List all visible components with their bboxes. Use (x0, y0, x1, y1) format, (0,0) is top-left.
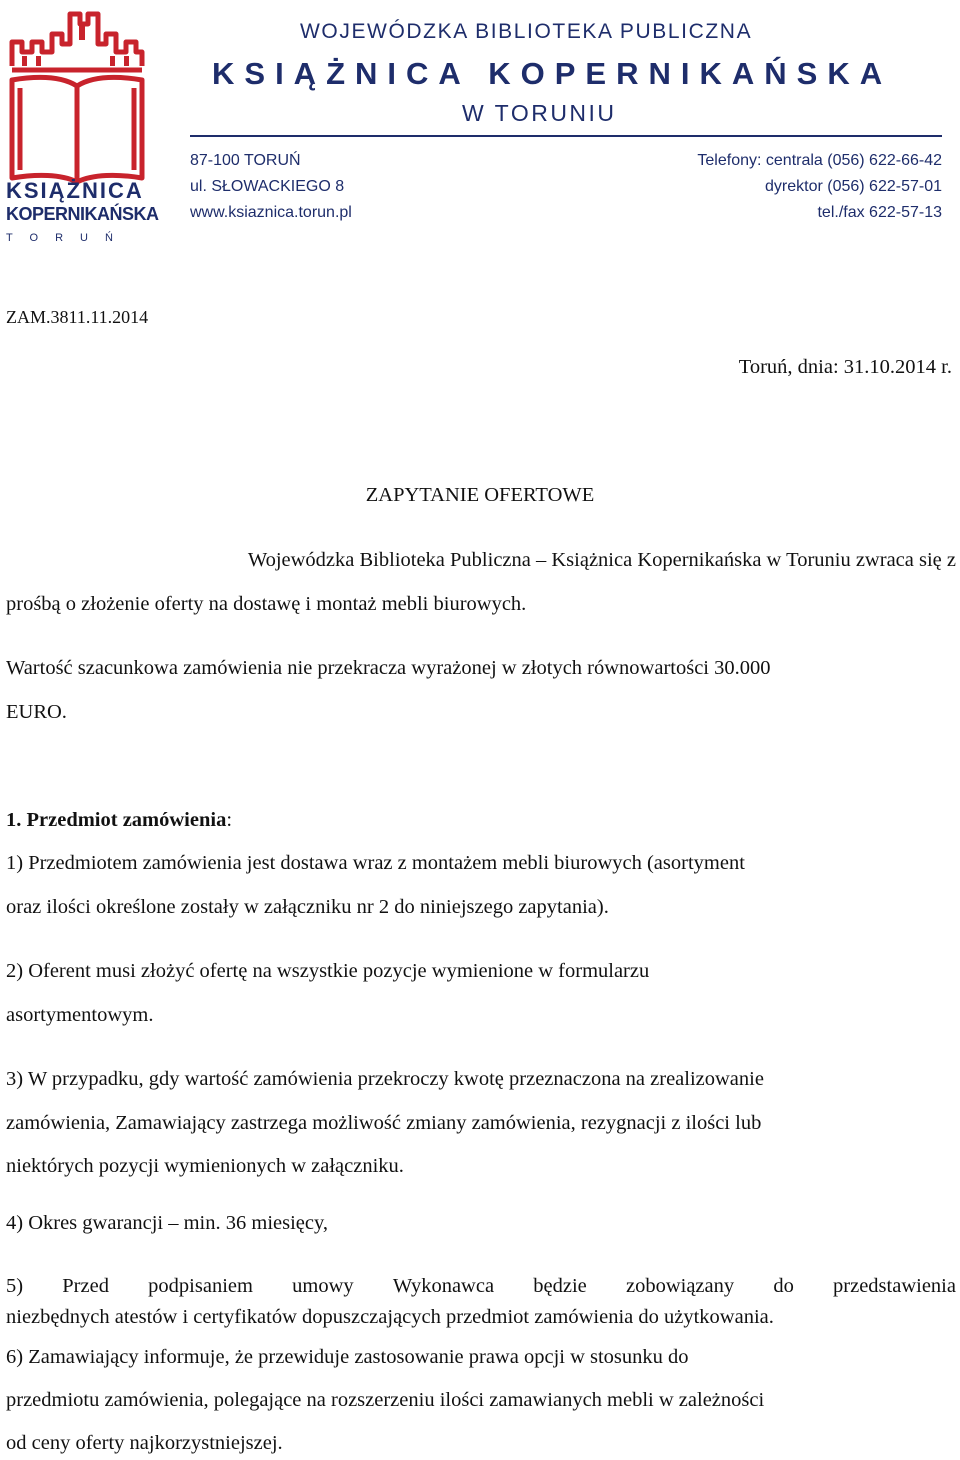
point6-line1: 6) Zamawiający informuje, że przewiduje zastosowanie prawa opcji w stosunku do (6, 1346, 689, 1368)
header-phones (697, 148, 942, 226)
point5-word: umowy (292, 1275, 354, 1297)
phone-director: dyrektor (056) 622-57-01 (765, 178, 942, 195)
point5-word: 5) (6, 1275, 24, 1297)
document-date: Toruń, dnia: 31.10.2014 r. (738, 356, 952, 378)
point2-line2: asortymentowym. (6, 1004, 154, 1026)
point5-word: Wykonawca (392, 1275, 495, 1297)
document-reference: ZAM.3811.11.2014 (6, 307, 149, 327)
phone-central: Telefony: centrala (056) 622-66-42 (697, 152, 942, 169)
logo-text-kopernikanska: KOPERNIKAŃSKA (6, 204, 159, 224)
point3-line3: niektórych pozycji wymienionych w załączniku. (6, 1155, 404, 1177)
address-postal: 87-100 TORUŃ (190, 152, 301, 169)
point5-line1 (6, 1272, 956, 1300)
value-line1: Wartość szacunkowa zamówienia nie przekracza wyrażonej w złotych równowartości 30.000 (6, 657, 771, 679)
point3-line2: zamówienia, Zamawiający zastrzega możliwość zmiany zamówienia, rezygnacji z ilości lub (6, 1112, 762, 1134)
point6-line2: przedmiotu zamówienia, polegające na rozszerzeniu ilości zamawianych mebli w zależności (6, 1389, 765, 1411)
logo-text-torun: TORUŃ (6, 232, 130, 244)
value-line2: EURO. (6, 701, 67, 723)
point5-word: zobowiązany (625, 1275, 735, 1297)
intro-line2: prośbą o złożenie oferty na dostawę i montaż mebli biurowych. (6, 593, 527, 615)
header-title-line1: WOJEWÓDZKA BIBLIOTEKA PUBLICZNA (300, 20, 753, 43)
point5-line2: niezbędnych atestów i certyfikatów dopuszczających przedmiot zamówienia do użytkowania. (6, 1306, 774, 1328)
point4: 4) Okres gwarancji – min. 36 miesięcy, (6, 1212, 329, 1234)
header-title-line3: W TORUNIU (462, 100, 617, 126)
point2-line1: 2) Oferent musi złożyć ofertę na wszystkie pozycje wymienione w formularzu (6, 960, 650, 982)
point1-line2: oraz ilości określone zostały w załączniku nr 2 do niniejszego zapytania). (6, 896, 609, 918)
section1-heading (6, 806, 232, 834)
point5-word: podpisaniem (148, 1275, 253, 1297)
point3-line1: 3) W przypadku, gdy wartość zamówienia przekroczy kwotę przeznaczona na zrealizowanie (6, 1068, 764, 1090)
address-website[interactable]: www.ksiaznica.torun.pl (190, 204, 352, 221)
document-title: ZAPYTANIE OFERTOWE (365, 484, 595, 506)
header-divider (190, 135, 942, 137)
section1-heading-label: 1. Przedmiot zamówienia (6, 809, 227, 831)
point5-word: do (773, 1275, 794, 1297)
point5-word: Przed (62, 1275, 109, 1297)
logo-text-ksiaznica: KSIĄŻNICA (6, 178, 144, 203)
point5-word: będzie (533, 1275, 587, 1297)
header-title-line2: KSIĄŻNICA KOPERNIKAŃSKA (212, 56, 893, 91)
section1-heading-colon: : (226, 809, 233, 831)
point6-line3: od ceny oferty najkorzystniejszej. (6, 1432, 283, 1454)
header-address (190, 148, 352, 226)
point5-word: przedstawienia (833, 1275, 956, 1297)
phone-fax: tel./fax 622-57-13 (817, 204, 942, 221)
intro-line1: Wojewódzka Biblioteka Publiczna – Książnica Kopernikańska w Toruniu zwraca się z (247, 549, 956, 571)
address-street: ul. SŁOWACKIEGO 8 (190, 178, 345, 195)
point1-line1: 1) Przedmiotem zamówienia jest dostawa wraz z montażem mebli biurowych (asortyment (6, 852, 745, 874)
